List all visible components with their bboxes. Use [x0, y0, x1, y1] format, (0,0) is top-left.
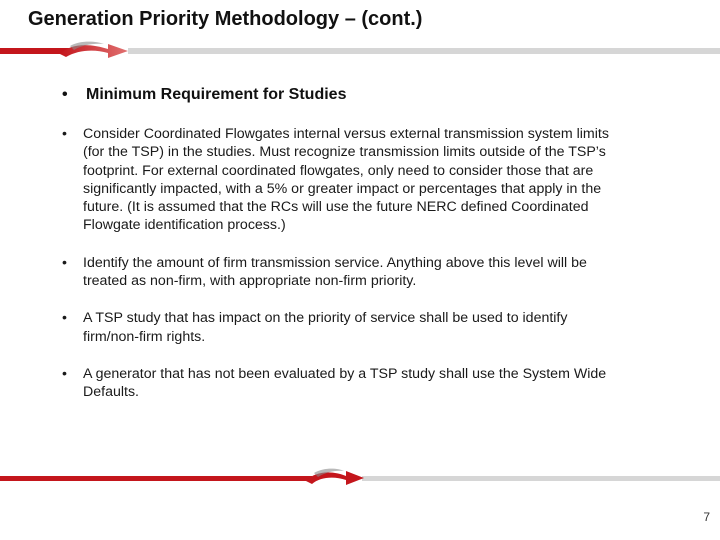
bullet-text: A generator that has not been evaluated by a TSP study shall use the System Wide Defaults.: [83, 365, 607, 401]
slide-title: Generation Priority Methodology – (cont.): [28, 8, 423, 30]
bullet-text: A TSP study that has impact on the priority of service shall be used to identify firm/non-firm rights.: [83, 310, 568, 345]
bullet-item: [62, 309, 622, 346]
bullet-item: [62, 125, 622, 235]
bullet-list: [62, 125, 622, 421]
bullet-text: Consider Coordinated Flowgates internal versus external transmission system limits (for the TSP) in the studies. Must recognize transmission limits outside of the TSP’s footprint. For external coordinated flowgates, only need to consider those that are significantly impacted, with a 5% or greater impact or percentages that apply in the future. (It is assumed that the RCs will use the future NERC defined Coordinated Flowgate identification process.): [83, 126, 609, 234]
top-rule-arrow-icon: [0, 40, 720, 62]
page-number: 7: [703, 510, 710, 524]
bullet-symbol: •: [62, 126, 67, 142]
heading-text: Minimum Requirement for Studies: [86, 86, 347, 103]
bullet-item: [62, 365, 622, 402]
bottom-rule-arrow-icon: [0, 466, 720, 488]
bullet-symbol: •: [62, 254, 67, 271]
bullet-symbol: •: [62, 310, 67, 327]
bullet-item: [62, 254, 622, 291]
bullet-text: Identify the amount of firm transmission service. Anything above this level will be treated as non-firm, with appropriate non-firm priority.: [83, 254, 587, 290]
bullet-symbol: •: [62, 365, 67, 382]
heading-bullet: •: [62, 86, 68, 103]
